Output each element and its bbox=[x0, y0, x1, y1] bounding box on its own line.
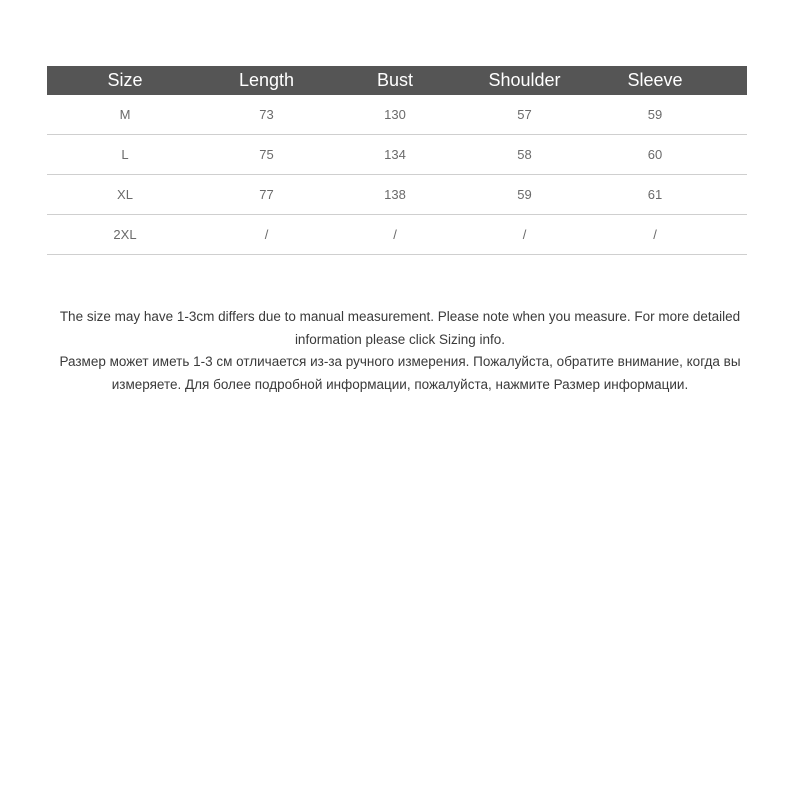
cell-shoulder: 58 bbox=[460, 135, 589, 175]
cell-size: L bbox=[47, 135, 203, 175]
header-length: Length bbox=[238, 70, 295, 90]
cell-sleeve: 59 bbox=[589, 95, 747, 135]
size-chart-table bbox=[47, 66, 747, 255]
cell-shoulder: 57 bbox=[460, 95, 589, 135]
cell-sleeve: 61 bbox=[589, 175, 747, 215]
cell-length: / bbox=[203, 215, 330, 255]
cell-length: 77 bbox=[203, 175, 330, 215]
cell-shoulder: / bbox=[460, 215, 589, 255]
cell-length: 75 bbox=[203, 135, 330, 175]
header-sleeve: Sleeve bbox=[627, 70, 683, 90]
cell-size: M bbox=[47, 95, 203, 135]
measurement-note-russian: Размер может иметь 1-3 см отличается из-за ручного измерения. Пожалуйста, обратите внимание, когда вы измеряете. Для более подробной информации, пожалуйста, нажмите Размер информации. bbox=[59, 354, 741, 392]
cell-bust: 130 bbox=[330, 95, 460, 135]
cell-bust: / bbox=[330, 215, 460, 255]
table-header-row bbox=[47, 66, 747, 95]
table-row bbox=[47, 215, 747, 255]
header-size: Size bbox=[107, 70, 143, 90]
measurement-note bbox=[47, 306, 753, 396]
cell-bust: 138 bbox=[330, 175, 460, 215]
measurement-note-english: The size may have 1-3cm differs due to manual measurement. Please note when you measure. For more detailed information please click Sizing info. bbox=[59, 309, 741, 347]
header-shoulder: Shoulder bbox=[488, 70, 561, 90]
table-row bbox=[47, 95, 747, 135]
header-bust: Bust bbox=[376, 70, 414, 90]
cell-size: 2XL bbox=[47, 215, 203, 255]
cell-length: 73 bbox=[203, 95, 330, 135]
cell-size: XL bbox=[47, 175, 203, 215]
table-row bbox=[47, 175, 747, 215]
cell-sleeve: 60 bbox=[589, 135, 747, 175]
table-row bbox=[47, 135, 747, 175]
cell-shoulder: 59 bbox=[460, 175, 589, 215]
cell-sleeve: / bbox=[589, 215, 747, 255]
cell-bust: 134 bbox=[330, 135, 460, 175]
